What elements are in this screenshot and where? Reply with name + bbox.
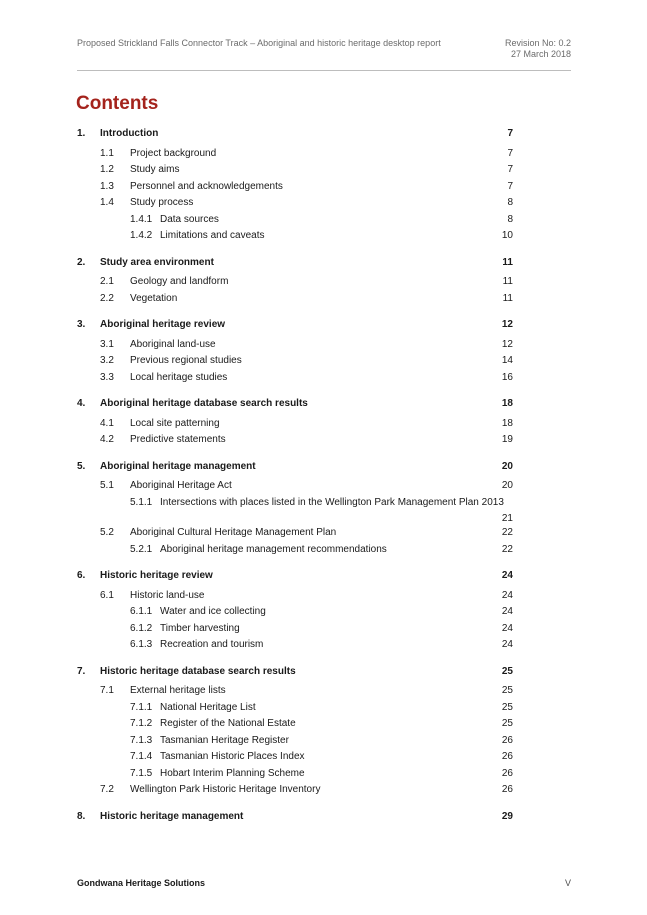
toc-entry-label: Historic heritage review <box>100 570 213 581</box>
toc-entry-number: 2.2 <box>100 292 114 304</box>
toc-entry-page: 25 <box>501 718 513 729</box>
toc-entry-page: 11 <box>502 256 513 268</box>
footer-organisation: Gondwana Heritage Solutions <box>77 878 206 888</box>
toc-entry-page: 12 <box>501 338 513 350</box>
toc-entry-number: 6.1 <box>100 589 114 601</box>
toc-entry-page: 7 <box>507 180 513 192</box>
toc-entry[interactable] <box>77 685 513 701</box>
toc-entry-label: Local heritage studies <box>130 371 228 383</box>
toc-entry-page: 26 <box>501 784 513 795</box>
toc-entry[interactable] <box>77 544 513 560</box>
toc-entry-number: 1.1 <box>100 147 114 159</box>
toc-entry[interactable] <box>77 339 513 355</box>
toc-entry[interactable] <box>77 214 513 230</box>
toc-entry-number: 7.1.3 <box>130 734 153 746</box>
toc-entry-number: 7.1.1 <box>130 701 153 713</box>
toc-entry[interactable] <box>77 570 513 586</box>
toc-entry-number: 3.3 <box>100 371 114 383</box>
toc-entry-number: 6.1.1 <box>130 606 153 617</box>
toc-entry[interactable] <box>77 128 513 144</box>
toc-entry[interactable] <box>77 735 513 751</box>
toc-entry-number: 7.1.5 <box>130 767 153 779</box>
toc-entry-number: 7.2 <box>100 784 114 795</box>
footer-page-number: V <box>565 878 572 888</box>
toc-entry-page: 14 <box>501 355 513 366</box>
toc-entry-number: 1.4.1 <box>130 213 153 225</box>
toc-entry[interactable] <box>77 197 513 213</box>
toc-entry-number: 7.1 <box>100 685 114 696</box>
toc-entry[interactable] <box>77 480 513 496</box>
toc-entry-number: 6. <box>77 570 86 581</box>
toc-entry[interactable] <box>77 751 513 767</box>
toc-entry[interactable] <box>77 319 513 335</box>
toc-entry-page: 8 <box>507 197 513 208</box>
toc-entry[interactable] <box>77 230 513 246</box>
toc-entry-page: 24 <box>501 589 513 601</box>
toc-entry-page: 12 <box>501 319 513 330</box>
toc-entry-page: 26 <box>501 767 513 779</box>
page-header <box>77 38 571 71</box>
toc-entry[interactable] <box>77 768 513 784</box>
toc-entry-number: 5.2.1 <box>130 543 153 555</box>
toc-entry-page: 7 <box>507 164 513 175</box>
toc-entry-label: Previous regional studies <box>130 355 242 366</box>
toc-entry-number: 1.3 <box>100 180 114 192</box>
toc-entry-label: Timber harvesting <box>160 622 240 634</box>
toc-entry-label: Vegetation <box>130 292 178 304</box>
toc-entry-label: National Heritage List <box>160 701 256 713</box>
toc-entry-label: Wellington Park Historic Heritage Inventory <box>130 784 321 795</box>
toc-entry-label: Intersections with places listed in the Wellington Park Management Plan 2013 <box>160 496 504 508</box>
toc-entry-number: 3. <box>77 319 86 330</box>
toc-entry-label: Study process <box>130 197 194 208</box>
toc-entry[interactable] <box>77 355 513 371</box>
toc-entry-page: 19 <box>501 434 513 445</box>
toc-entry-page: 11 <box>502 276 513 287</box>
toc-entry[interactable] <box>77 398 513 414</box>
toc-entry-label: Historic heritage management <box>100 810 244 822</box>
toc-entry[interactable] <box>77 372 513 388</box>
toc-entry-page: 25 <box>501 665 513 677</box>
toc-entry[interactable] <box>77 606 513 622</box>
toc-entry[interactable] <box>77 639 513 655</box>
toc-entry-number: 5. <box>77 460 86 472</box>
toc-entry-label: Historic heritage database search results <box>100 665 296 677</box>
toc-entry-label: Local site patterning <box>130 417 220 429</box>
toc-entry-label: Register of the National Estate <box>160 718 296 729</box>
toc-entry-number: 2.1 <box>100 276 114 287</box>
toc-entry-page: 24 <box>501 639 513 650</box>
toc-entry-label: Aboriginal heritage management recommendations <box>160 543 387 555</box>
toc-entry-label: Tasmanian Historic Places Index <box>160 751 305 762</box>
toc-entry[interactable] <box>77 784 513 800</box>
toc-entry-label: Geology and landform <box>130 276 229 287</box>
toc-entry[interactable] <box>77 257 513 273</box>
toc-entry-page: 24 <box>501 570 513 581</box>
toc-entry-label: Aboriginal Cultural Heritage Management Plan <box>130 527 337 538</box>
toc-entry-label: External heritage lists <box>130 685 226 696</box>
toc-entry-page: 24 <box>501 606 513 617</box>
toc-entry-page: 25 <box>501 685 513 696</box>
toc-entry-number: 5.1.1 <box>130 496 153 508</box>
toc-entry-page: 18 <box>501 417 513 429</box>
toc-entry-label: Personnel and acknowledgements <box>130 180 283 192</box>
toc-entry[interactable] <box>77 418 513 434</box>
toc-entry-number: 4.1 <box>100 417 114 429</box>
toc-entry-label: Tasmanian Heritage Register <box>160 734 289 746</box>
toc-entry[interactable] <box>77 164 513 180</box>
toc-entry-page: 29 <box>501 810 513 822</box>
toc-entry-number: 1.4.2 <box>130 230 153 241</box>
header-revision: Revision No: 0.2 <box>504 38 571 48</box>
toc-entry-number: 1.4 <box>100 197 114 208</box>
header-revision-block <box>505 38 571 60</box>
toc-entry-number: 3.2 <box>100 355 114 366</box>
toc-entry-page: 24 <box>501 622 513 634</box>
toc-entry[interactable] <box>77 702 513 718</box>
toc-entry-number: 1. <box>77 128 86 139</box>
toc-entry-page: 25 <box>501 701 513 713</box>
toc-entry-page: 26 <box>501 751 513 762</box>
toc-entry-label: Hobart Interim Planning Scheme <box>160 767 305 779</box>
toc-entry-label: Study aims <box>130 164 180 175</box>
toc-entry[interactable] <box>77 497 513 513</box>
toc-entry-label: Project background <box>130 147 217 159</box>
toc-entry-page: 20 <box>501 460 513 472</box>
toc-entry-number: 6.1.2 <box>130 622 153 634</box>
toc-entry-number: 7.1.2 <box>130 718 153 729</box>
toc-entry-label: Aboriginal heritage database search results <box>100 398 308 409</box>
toc-entry-page: 26 <box>501 734 513 746</box>
toc-entry-label: Aboriginal heritage management <box>100 460 256 472</box>
toc-entry-number: 6.1.3 <box>130 639 153 650</box>
toc-entry-page: 16 <box>501 371 513 383</box>
toc-entry[interactable] <box>77 148 513 164</box>
toc-entry[interactable] <box>77 666 513 682</box>
toc-entry[interactable] <box>77 718 513 734</box>
toc-entry-page: 8 <box>507 213 513 225</box>
toc-entry-page: 18 <box>501 398 513 409</box>
toc-entry-label: Introduction <box>100 128 159 139</box>
toc-entry-number: 3.1 <box>100 338 114 350</box>
toc-entry-page: 22 <box>501 543 513 555</box>
toc-entry[interactable] <box>77 434 513 450</box>
toc-entry-label: Predictive statements <box>130 434 226 445</box>
toc-entry-page: 7 <box>507 128 513 139</box>
toc-entry-number: 5.1 <box>100 480 114 491</box>
toc-entry-label: Historic land-use <box>130 589 205 601</box>
toc-entry-page: 7 <box>507 147 513 159</box>
toc-entry-number: 4. <box>77 398 86 409</box>
toc-entry[interactable] <box>77 181 513 197</box>
toc-entry-label: Aboriginal heritage review <box>100 319 226 330</box>
toc-entry[interactable] <box>77 527 513 543</box>
toc-entry-number: 1.2 <box>100 164 114 175</box>
toc-entry[interactable] <box>77 590 513 606</box>
toc-entry[interactable] <box>77 623 513 639</box>
toc-entry-label: Recreation and tourism <box>160 639 264 650</box>
toc-entry-label: Water and ice collecting <box>160 606 266 617</box>
toc-entry-label: Aboriginal land-use <box>130 338 216 350</box>
toc-entry-page: 21 <box>501 512 513 524</box>
toc-entry-number: 7.1.4 <box>130 751 153 762</box>
toc-entry[interactable] <box>77 811 513 827</box>
header-title: Proposed Strickland Falls Connector Track – Aboriginal and historic heritage desktop report <box>77 38 441 48</box>
toc-entry-number: 5.2 <box>100 527 114 538</box>
toc-entry-page: 11 <box>502 292 513 304</box>
toc-entry[interactable] <box>77 276 513 292</box>
toc-entry-page: 20 <box>501 480 513 491</box>
toc-entry-page: 22 <box>501 527 513 538</box>
toc-entry[interactable] <box>77 293 513 309</box>
toc-entry-label: Aboriginal Heritage Act <box>130 480 232 491</box>
page-title: Contents <box>76 93 159 114</box>
toc-entry-number: 7. <box>77 665 86 677</box>
toc-entry-number: 8. <box>77 810 86 822</box>
toc-entry-number: 2. <box>77 256 86 268</box>
toc-entry-label: Limitations and caveats <box>160 230 265 241</box>
toc-entry-number: 4.2 <box>100 434 114 445</box>
toc-entry[interactable] <box>77 461 513 477</box>
toc-entry-page: 10 <box>501 230 513 241</box>
toc-entry-label: Study area environment <box>100 256 214 268</box>
toc-entry-label: Data sources <box>160 213 219 225</box>
header-date: 27 March 2018 <box>510 49 571 59</box>
